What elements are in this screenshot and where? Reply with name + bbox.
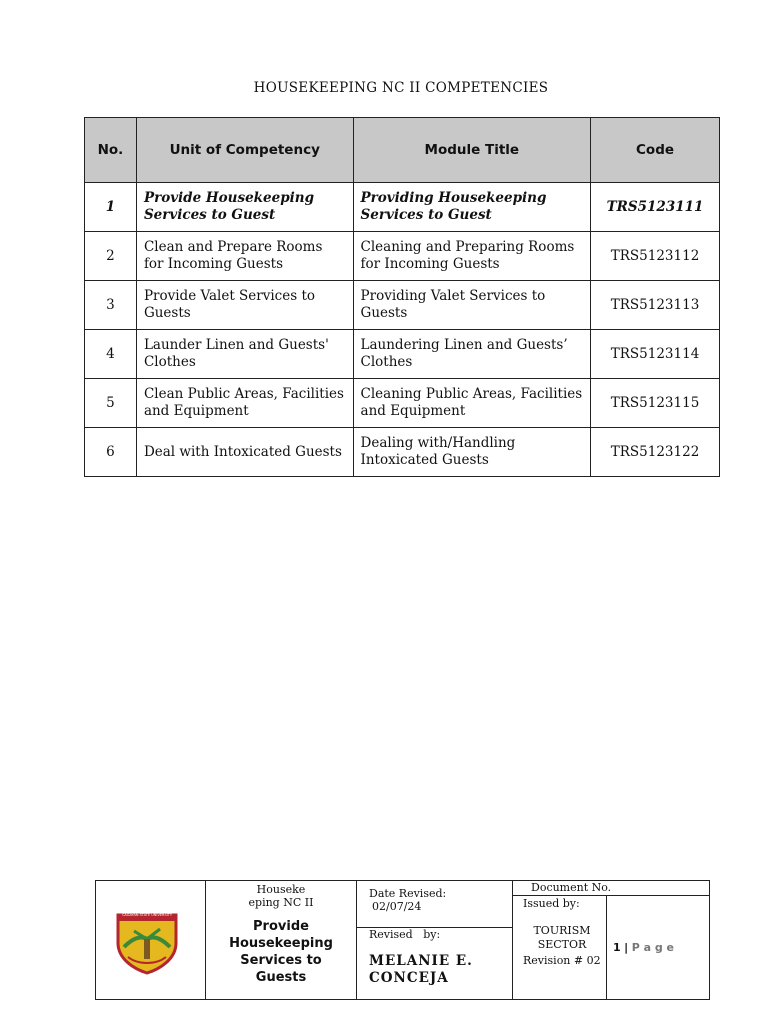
- cell-module: Cleaning and Preparing Rooms for Incoming Guests: [353, 232, 591, 281]
- cell-code: TRS5123114: [591, 330, 720, 379]
- cell-no: 5: [85, 379, 137, 428]
- cell-code: TRS5123122: [591, 428, 720, 477]
- issued-by-label: Issued by:: [523, 897, 580, 910]
- table-header-row: [85, 118, 720, 183]
- table-row: [85, 183, 720, 232]
- header-code: Code: [591, 118, 720, 183]
- header-module: Module Title: [353, 118, 591, 183]
- cell-unit: Clean and Prepare Rooms for Incoming Guests: [136, 232, 353, 281]
- logo-text: CAGAYAN STATE UNIVERSITY: [121, 913, 173, 917]
- page-label: P a g e: [631, 941, 674, 954]
- cell-unit: Clean Public Areas, Facilities and Equipment: [136, 379, 353, 428]
- date-revised-label: Date Revised:: [369, 887, 447, 900]
- cell-code: TRS5123112: [591, 232, 720, 281]
- university-seal-icon: [114, 909, 180, 975]
- qualification-line-2: eping NC II: [248, 896, 314, 909]
- cell-module: Laundering Linen and Guests’ Clothes: [353, 330, 591, 379]
- revision: Revision # 02: [523, 954, 601, 967]
- cell-module: Dealing with/Handling Intoxicated Guests: [353, 428, 591, 477]
- page-separator: |: [624, 941, 629, 954]
- table-row: [85, 428, 720, 477]
- cell-no: 1: [85, 183, 137, 232]
- document-title: HOUSEKEEPING NC II COMPETENCIES: [253, 80, 549, 96]
- header-unit: Unit of Competency: [136, 118, 353, 183]
- table-row: [85, 232, 720, 281]
- cell-unit: Deal with Intoxicated Guests: [136, 428, 353, 477]
- cell-code: TRS5123111: [591, 183, 720, 232]
- footer-module-title: Provide Housekeeping Services to Guests: [229, 919, 333, 985]
- qualification-line-1: Houseke: [256, 883, 306, 896]
- cell-no: 2: [85, 232, 137, 281]
- competency-table: [84, 117, 720, 477]
- date-revised-value: 02/07/24: [372, 900, 422, 913]
- revised-by-label: Revised by:: [369, 928, 441, 941]
- document-footer: [95, 880, 710, 1000]
- header-no: No.: [85, 118, 137, 183]
- document-no-label: Document No.: [531, 881, 612, 894]
- cell-module: Cleaning Public Areas, Facilities and Equipment: [353, 379, 591, 428]
- revised-by-name: MELANIE E. CONCEJA: [369, 953, 473, 986]
- cell-code: TRS5123115: [591, 379, 720, 428]
- cell-module: Providing Valet Services to Guests: [353, 281, 591, 330]
- cell-unit: Provide Valet Services to Guests: [136, 281, 353, 330]
- cell-unit: Provide Housekeeping Services to Guest: [136, 183, 353, 232]
- table-row: [85, 281, 720, 330]
- cell-no: 3: [85, 281, 137, 330]
- cell-no: 6: [85, 428, 137, 477]
- cell-module: Providing Housekeeping Services to Guest: [353, 183, 591, 232]
- issuer: TOURISM SECTOR: [533, 924, 591, 951]
- cell-no: 4: [85, 330, 137, 379]
- page-indicator: [613, 941, 674, 954]
- page-number: 1: [613, 941, 621, 954]
- table-row: [85, 330, 720, 379]
- cell-unit: Launder Linen and Guests' Clothes: [136, 330, 353, 379]
- cell-code: TRS5123113: [591, 281, 720, 330]
- table-row: [85, 379, 720, 428]
